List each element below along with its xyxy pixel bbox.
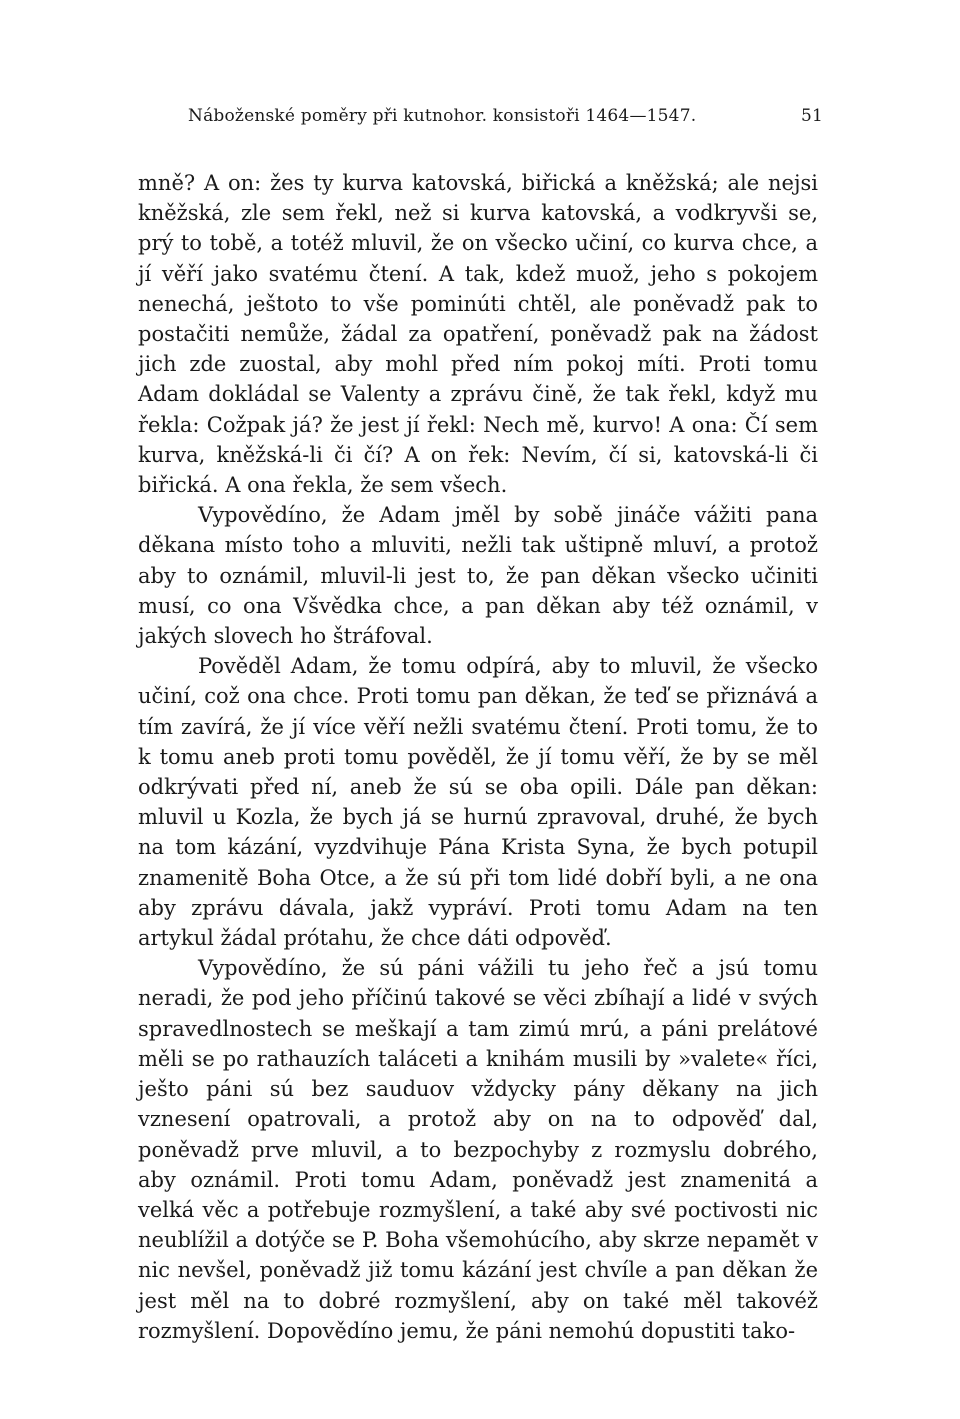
paragraph: Pověděl Adam, že tomu odpírá, aby to mluvil, že všecko učiní, což ona chce. Proti tomu pan děkan, že teď se přiznává a tím zavírá, že jí více věří nežli svatému čtení. Proti tomu, že to k tomu aneb proti tomu pověděl, že jí tomu věří, že by se měl odkrývati před ní, aneb že sú se oba opili. Dále pan děkan: mluvil u Kozla, že bych já se hurnú zpravoval, druhé, že bych na tom kázání, vyzdvihuje Pána Krista Syna, že bych potupil znamenitě Boha Otce, a že sú při tom lidé dobří byli, a ne ona aby zprávu dávala, jakž vypráví. Proti tomu Adam na ten artykul žádal prótahu, že chce dáti odpověď. — [138, 654, 818, 951]
running-title: Náboženské poměry při kutnohor. konsistoři 1464—1547. — [188, 106, 697, 126]
page-number: 51 — [800, 106, 823, 126]
paragraph: mně? A on: žes ty kurva katovská, biřická a kněžská; ale nejsi kněžská, zle sem řekl, než si kurva katovská, a vodkryvši se, prý to tobě, a totéž mluvil, že on všecko učiní, co kurva chce, a jí věří jako svatému čtení. A tak, kdež muož, jeho s pokojem nenechá, ještoto to vše pominúti chtěl, ale poněvadž pak to postačiti nemůže, žádal za opatření, poněvadž pak na žádost jich zde zuostal, aby mohl před ním pokoj míti. Proti tomu Adam dokládal se Valenty a zprávu čině, že tak řekl, když mu řekla: Cožpak já? že jest jí řekl: Nech mě, kurvo! A ona: Čí sem kurva, kněžská-li či čí? A on řek: Nevím, čí si, katovská-li či biřická. A ona řekla, že sem všech. — [138, 171, 818, 498]
paragraph: Vypovědíno, že Adam jměl by sobě jináče vážiti pana děkana místo toho a mluviti, nežli tak uštipně mluví, a protož aby to oznámil, mluvil-li jest to, že pan děkan všecko učiniti musí, co ona Všvědka chce, a pan děkan aby též oznámil, v jakých slovech ho štráfoval. — [138, 503, 818, 649]
paragraph: Vypovědíno, že sú páni vážili tu jeho řeč a jsú tomu neradi, že pod jeho příčinú takové se věci zbíhají a lidé v svých spravedlnostech se meškají a tam zimú mrú, a páni prelátové měli se po rathauzích taláceti a knihám musili by »valete« říci, ješto páni sú bez sauduov vždycky pány děkany na jich vznesení opatrovali, a protož aby on na to odpověď dal, poněvadž prve mluvil, a to bezpochyby z rozmyslu dobrého, aby oznámil. Proti tomu Adam, poněvadž jest znamenitá a velká věc a potřebuje rozmyšlení, a také aby své poctivosti nic neublížil a dotýče se P. Boha všemohúcího, aby skrze nepamět v nic nevšel, poněvadž již tomu kázání jest chvíle a pan děkan že jest měl na to dobré rozmyšlení, aby on také měl takovéž rozmyšlení. Dopovědíno jemu, že páni nemohú dopustiti tako- — [138, 956, 818, 1343]
body-text — [138, 168, 818, 1346]
